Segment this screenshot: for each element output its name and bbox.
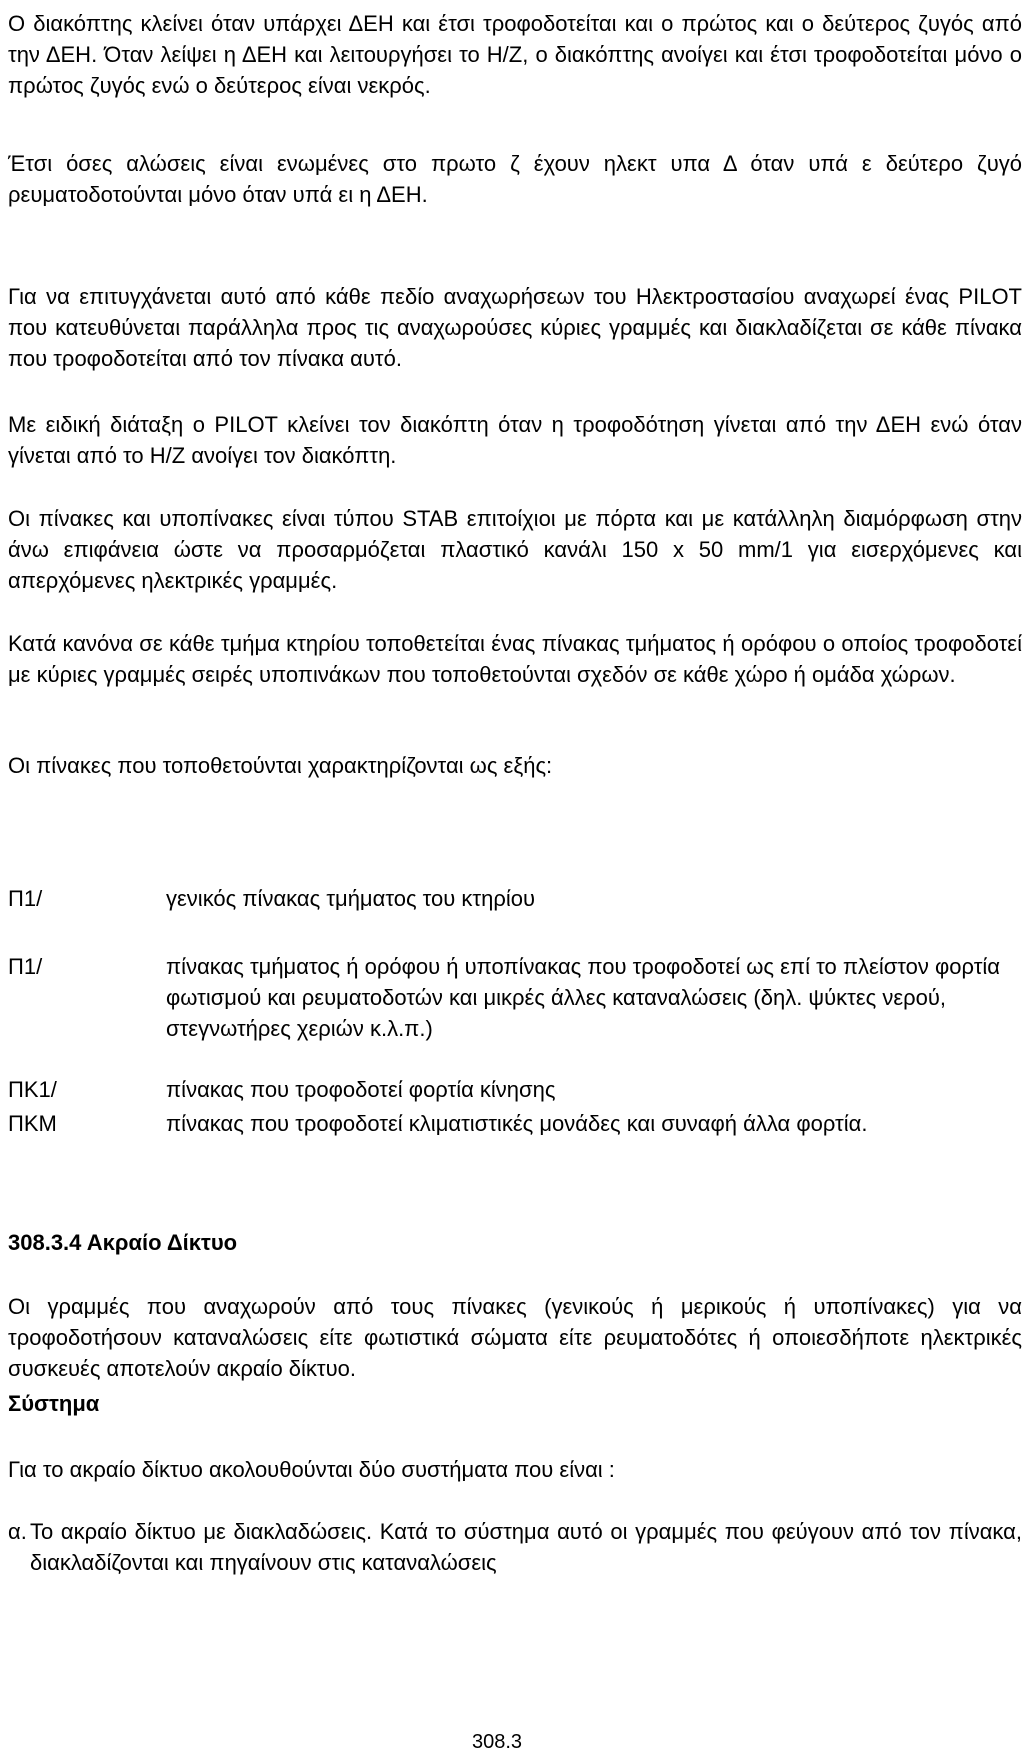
- paragraph-pilot-routing: Για να επιτυγχάνεται αυτό από κάθε πεδίο αναχωρήσεων του Ηλεκτροστασίου αναχωρεί ένας PILOT που κατευθύνεται παράλληλα προς τις αναχωρούσες κύριες γραμμές και διακλαδίζεται σε κάθε πίνακα που τροφοδοτείται από τον πίνακα αυτό.: [8, 284, 1022, 371]
- panel-code: ΠΚΜ: [8, 1111, 57, 1136]
- panel-description: πίνακας τμήματος ή ορόφου ή υποπίνακας που τροφοδοτεί ως επί το πλείστον φορτία φωτισμού και ρευματοδοτών και μικρές άλλες καταναλώσεις (δηλ. ψύκτες νερού, στεγνωτήρες χεριών κ.λ.π.): [166, 954, 1001, 1041]
- paragraph-systems-intro: Για το ακραίο δίκτυο ακολουθούνται δύο συστήματα που είναι :: [8, 1457, 615, 1482]
- page-number: 308.3: [472, 1731, 523, 1753]
- list-item-a: [8, 1516, 1022, 1578]
- panel-description: γενικός πίνακας τμήματος του κτηρίου: [166, 886, 536, 911]
- panel-description: πίνακας που τροφοδοτεί φορτία κίνησης: [166, 1077, 556, 1102]
- subsection-heading: Σύστημα: [8, 1391, 100, 1416]
- paragraph-pilot-control: Με ειδική διάταξη ο PILOT κλείνει τον διακόπτη όταν η τροφοδότηση γίνεται από την ΔΕΗ ενώ όταν γίνεται από το Η/Ζ ανοίγει τον διακόπτη.: [8, 412, 1022, 468]
- paragraph-panel-type: Οι πίνακες και υποπίνακες είναι τύπου STAB επιτοίχιοι με πόρτα και με κατάλληλη διαμόρφωση στην άνω επιφάνεια ώστε να προσαρμόζεται πλαστικό κανάλι 150 x 50 mm/1 για εισερχόμενες και απερχόμενες ηλεκτρικές γραμμές.: [8, 506, 1022, 593]
- paragraph-loads-first-bus: Έτσι όσες αλώσεις είναι ενωμένες στο πρωτο ζ έχουν ηλεκτ υπα Δ όταν υπά ε δεύτερο ζυγό ρευματοδοτούνται μόνο όταν υπά ει η ΔΕΗ.: [8, 151, 1022, 207]
- panel-code: Π1/: [8, 954, 43, 979]
- list-item-label: α.: [8, 1519, 27, 1544]
- paragraph-terminal-network: Οι γραμμές που αναχωρούν από τους πίνακες (γενικούς ή μερικούς ή υποπίνακες) για να τροφοδοτήσουν καταναλώσεις είτε φωτιστικά σώματα είτε ρευματοδότες ή οποιεσδήποτε ηλεκτρικές συσκευές αποτελούν ακραίο δίκτυο.: [8, 1294, 1022, 1381]
- panel-description: πίνακας που τροφοδοτεί κλιματιστικές μονάδες και συναφή άλλα φορτία.: [166, 1111, 868, 1136]
- panel-code: ΠΚ1/: [8, 1077, 57, 1102]
- list-item-text: Το ακραίο δίκτυο με διακλαδώσεις. Κατά το σύστημα αυτό οι γραμμές που φεύγουν από τον πίνακα, διακλαδίζονται και πηγαίνουν στις καταναλώσεις: [30, 1519, 1022, 1575]
- section-heading: 308.3.4 Ακραίο Δίκτυο: [8, 1230, 238, 1255]
- paragraph-panel-characterization: Οι πίνακες που τοποθετούνται χαρακτηρίζονται ως εξής:: [8, 753, 553, 778]
- paragraph-switch-operation: Ο διακόπτης κλείνει όταν υπάρχει ΔΕΗ και έτσι τροφοδοτείται και ο πρώτος και ο δεύτερος ζυγός από την ΔΕΗ. Όταν λείψει η ΔΕΗ και λειτουργήσει το Η/Ζ, ο διακόπτης ανοίγει και έτσι τροφοδοτείται μόνο ο πρώτος ζυγός ενώ ο δεύτερος είναι νεκρός.: [8, 11, 1022, 98]
- panel-code: Π1/: [8, 886, 43, 911]
- paragraph-panel-placement: Κατά κανόνα σε κάθε τμήμα κτηρίου τοποθετείται ένας πίνακας τμήματος ή ορόφου ο οποίος τροφοδοτεί με κύριες γραμμές σειρές υποπινάκων που τοποθετούνται σχεδόν σε κάθε χώρο ή ομάδα χώρων.: [8, 631, 1022, 687]
